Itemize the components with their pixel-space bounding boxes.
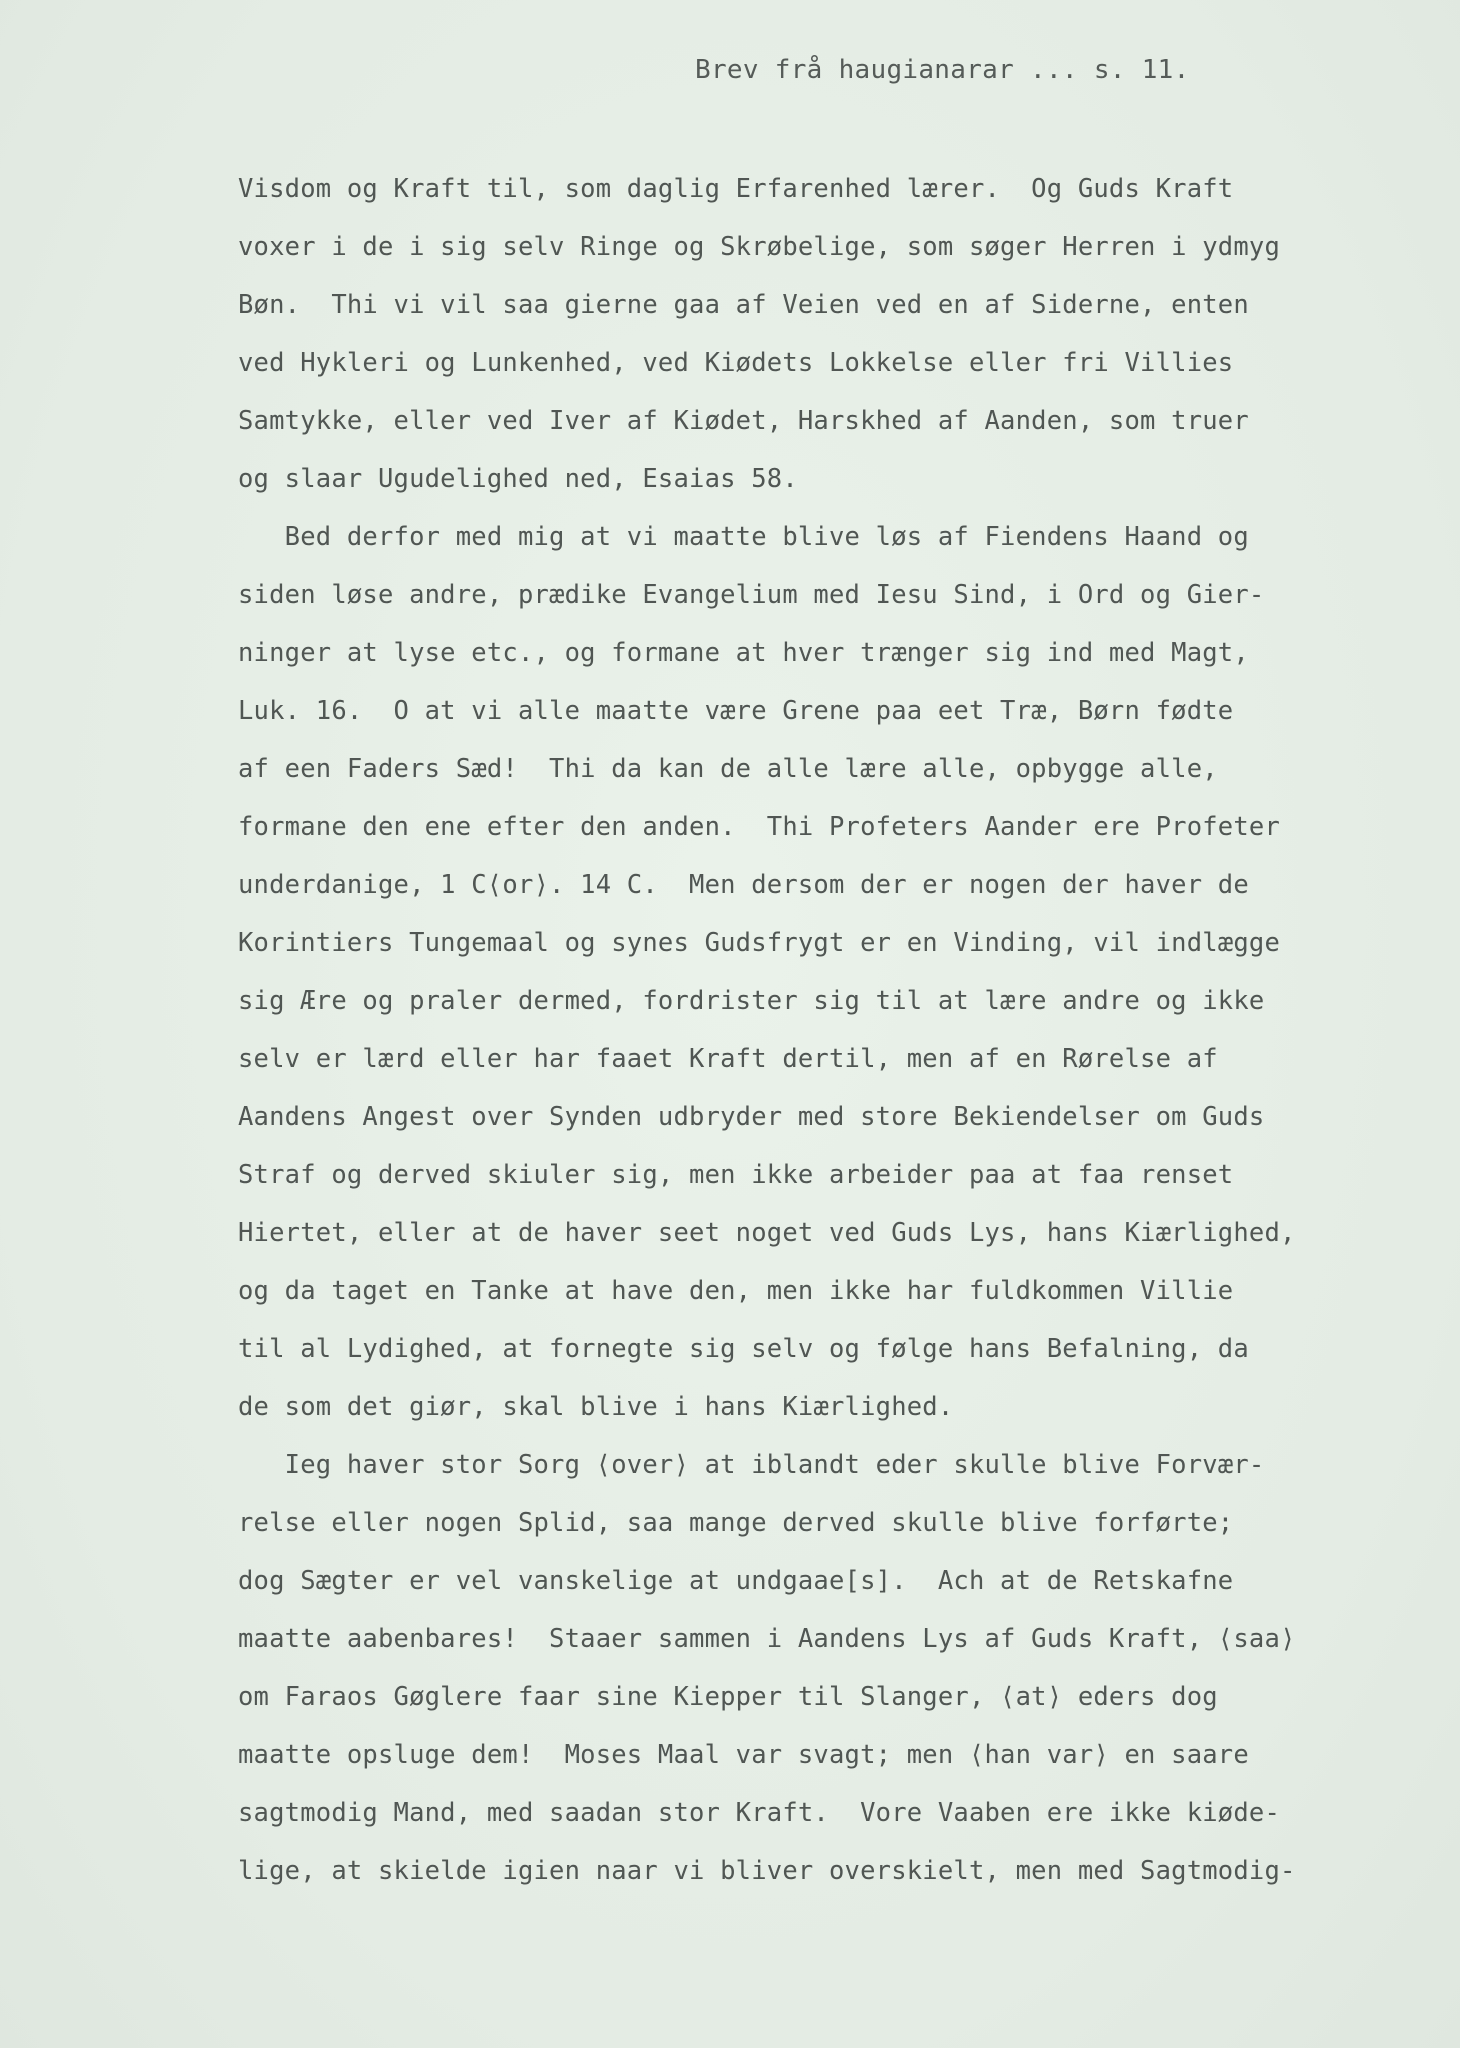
text-line: om Faraos Gøglere faar sine Kiepper til Slanger, ⟨at⟩ eders dog bbox=[238, 1682, 1218, 1712]
text-line: selv er lærd eller har faaet Kraft dertil, men af en Rørelse af bbox=[238, 1044, 1218, 1074]
text-line: af een Faders Sæd! Thi da kan de alle lære alle, opbygge alle, bbox=[238, 754, 1218, 784]
text-line: Aandens Angest over Synden udbryder med store Bekiendelser om Guds bbox=[238, 1102, 1265, 1132]
text-line: ninger at lyse etc., og formane at hver trænger sig ind med Magt, bbox=[238, 638, 1249, 668]
text-line: ved Hykleri og Lunkenhed, ved Kiødets Lokkelse eller fri Villies bbox=[238, 348, 1234, 378]
text-line: Bed derfor med mig at vi maatte blive løs af Fiendens Haand og bbox=[238, 522, 1249, 552]
letter-body bbox=[238, 160, 1438, 1900]
text-line: maatte opsluge dem! Moses Maal var svagt; men ⟨han var⟩ en saare bbox=[238, 1740, 1249, 1770]
text-line: de som det giør, skal blive i hans Kiærlighed. bbox=[238, 1392, 954, 1422]
text-line: og slaar Ugudelighed ned, Esaias 58. bbox=[238, 464, 798, 494]
text-line: dog Sægter er vel vanskelige at undgaae[s]. Ach at de Retskafne bbox=[238, 1566, 1234, 1596]
text-line: Ieg haver stor Sorg ⟨over⟩ at iblandt eder skulle blive Forvær- bbox=[238, 1450, 1265, 1480]
text-line: siden løse andre, prædike Evangelium med Iesu Sind, i Ord og Gier- bbox=[238, 580, 1265, 610]
text-line: Korintiers Tungemaal og synes Gudsfrygt er en Vinding, vil indlægge bbox=[238, 928, 1281, 958]
text-line: formane den ene efter den anden. Thi Profeters Aander ere Profeter bbox=[238, 812, 1281, 842]
text-line: sig Ære og praler dermed, fordrister sig til at lære andre og ikke bbox=[238, 986, 1265, 1016]
text-line: lige, at skielde igien naar vi bliver overskielt, men med Sagtmodig- bbox=[238, 1856, 1296, 1886]
text-line: til al Lydighed, at fornegte sig selv og følge hans Befalning, da bbox=[238, 1334, 1249, 1364]
text-line: Luk. 16. O at vi alle maatte være Grene paa eet Træ, Børn fødte bbox=[238, 696, 1234, 726]
text-line: underdanige, 1 C⟨or⟩. 14 C. Men dersom der er nogen der haver de bbox=[238, 870, 1249, 900]
text-line: Hiertet, eller at de haver seet noget ved Guds Lys, hans Kiærlighed, bbox=[238, 1218, 1296, 1248]
text-line: Straf og derved skiuler sig, men ikke arbeider paa at faa renset bbox=[238, 1160, 1234, 1190]
text-line: sagtmodig Mand, med saadan stor Kraft. Vore Vaaben ere ikke kiøde- bbox=[238, 1798, 1281, 1828]
text-line: Bøn. Thi vi vil saa gierne gaa af Veien ved en af Siderne, enten bbox=[238, 290, 1249, 320]
text-line: relse eller nogen Splid, saa mange derved skulle blive forførte; bbox=[238, 1508, 1234, 1538]
running-header: Brev frå haugianarar ... s. 11. bbox=[695, 55, 1190, 85]
text-line: maatte aabenbares! Staaer sammen i Aandens Lys af Guds Kraft, ⟨saa⟩ bbox=[238, 1624, 1296, 1654]
text-line: Samtykke, eller ved Iver af Kiødet, Harskhed af Aanden, som truer bbox=[238, 406, 1249, 436]
text-line: Visdom og Kraft til, som daglig Erfarenhed lærer. Og Guds Kraft bbox=[238, 174, 1234, 204]
text-line: og da taget en Tanke at have den, men ikke har fuldkommen Villie bbox=[238, 1276, 1234, 1306]
text-line: voxer i de i sig selv Ringe og Skrøbelige, som søger Herren i ydmyg bbox=[238, 232, 1281, 262]
